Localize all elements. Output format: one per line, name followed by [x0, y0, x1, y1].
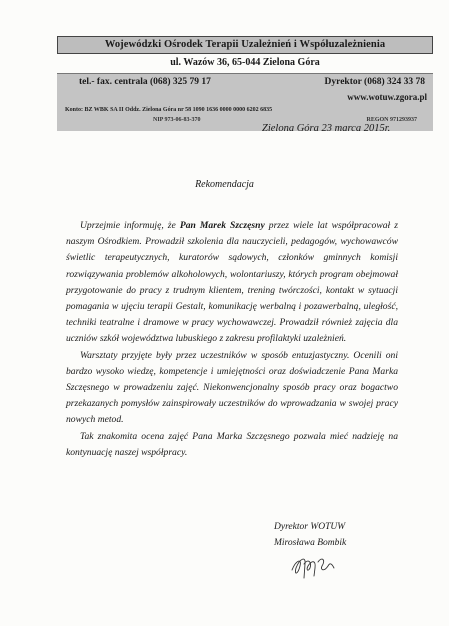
letter-date: Zielona Góra 23 marca 2015r. — [262, 123, 391, 134]
letter-heading: Rekomendacja — [195, 179, 254, 190]
regon-number: REGON 971293937 — [366, 117, 417, 123]
nip-number: NIP 973-06-83-370 — [153, 117, 201, 123]
signature-block — [274, 519, 346, 551]
letterhead — [57, 36, 433, 130]
director-phone: Dyrektor (068) 324 33 78 — [324, 77, 425, 87]
paragraph-2: Warsztaty przyjęte były przez uczestników w sposób entuzjastyczny. Ocenili oni bardzo wysoko wiedzę, kompetencje i umiejętności oraz doświadczenie Pana Marka Szczęsnego w prowadzeniu zajęć. Niekonwencjonalny sposób pracy oraz bogactwo przekazanych pomysłów zainspirowały uczestników do wprowadzania w swojej pracy nowych metod. — [66, 349, 398, 426]
recommended-person-name: Pan Marek Szczęsny — [179, 220, 265, 231]
bank-account: Konto: BZ WBK SA II Oddz. Zielona Góra nr 58 1090 1636 0000 0000 6202 6835 — [65, 107, 273, 113]
signatory-title: Dyrektor WOTUW — [274, 522, 346, 532]
org-phone: tel.- fax. centrala (068) 325 79 17 — [79, 77, 211, 87]
paragraph-1 — [66, 218, 398, 348]
paragraph-1-rest: przez wiele lat współpracował z naszym Ośrodkiem. Prowadził szkolenia dla nauczycieli, pedagogów, wychowawców świetlic terapeutycznych, kuratorów sądowych, członków gminnych komisji rozwiązywania problemów alkoholowych, wolontariuszy, których program obejmował przygotowanie do pracy z trudnym klientem, trening twórczości, kontakt w sytuacji pomagania w ujęciu terapii Gestalt, komunikację werbalną i pozawerbalną, uległość, techniki teatralne i dramowe w pracy wychowawczej. Prowadził również zajęcia dla uczniów szkół województwa lubuskiego z zakresu profilaktyki uzależnień. — [66, 220, 398, 345]
org-name: Wojewódzki Ośrodek Terapii Uzależnień i Współuzależnienia — [57, 36, 433, 54]
org-address: ul. Wazów 36, 65-044 Zielona Góra — [170, 57, 320, 68]
org-website: www.wotuw.zgora.pl — [347, 92, 427, 102]
handwritten-signature — [288, 550, 340, 586]
paragraph-1-lead: Uprzejmie informuję, że — [80, 220, 180, 231]
letter-body — [66, 218, 398, 461]
paragraph-3: Tak znakomita ocena zajęć Pana Marka Szczęsnego pozwala mieć nadzieję na kontynuację naszej współpracy. — [66, 430, 398, 458]
signatory-name: Mirosława Bombik — [274, 538, 347, 548]
